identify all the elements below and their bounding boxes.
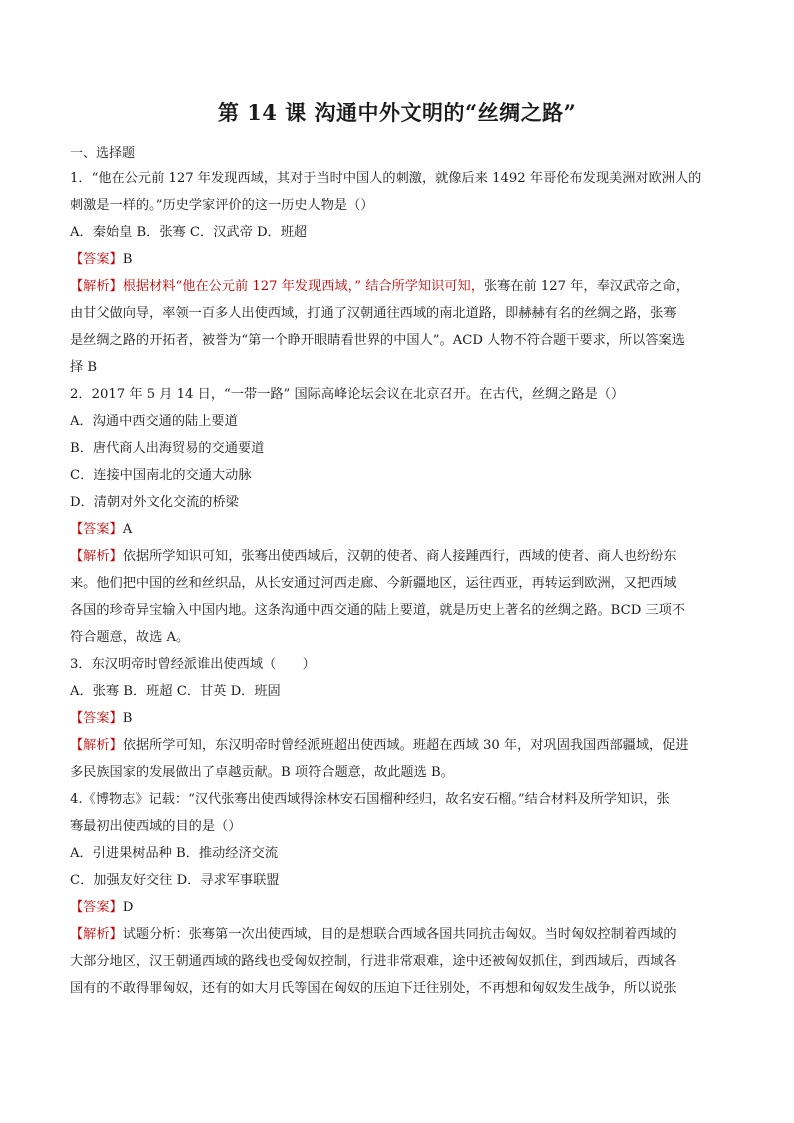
analysis-text: 根据材料“他在公元前 127 年发现西域，” 结合所学知识可知， <box>122 279 484 294</box>
section-heading: 一、选择题 <box>70 146 136 161</box>
answer-label: 【答案】 <box>70 711 123 726</box>
analysis-label: 【解析】 <box>70 738 123 753</box>
analysis-text: 择 B <box>70 360 98 375</box>
question-option: D．清朝对外文化交流的桥梁 <box>70 495 239 510</box>
analysis-label: 【解析】 <box>70 279 123 294</box>
question-options: A．秦始皇 B．张骞 C．汉武帝 D．班超 <box>70 225 308 240</box>
question-4 <box>70 786 730 1002</box>
answer-label: 【答案】 <box>70 252 123 267</box>
analysis-line <box>70 732 730 759</box>
answer-value: B <box>122 252 133 267</box>
question-stem: 3．东汉明帝时曾经派谁出使西域（ ） <box>70 657 316 672</box>
question-stem: 1．“他在公元前 127 年发现西域，其对于当时中国人的刺激，就像后来 1492 年哥伦布发现美洲对欧洲人的 <box>70 171 702 186</box>
analysis-text: 由甘父做向导，率领一百多人出使西域，打通了汉朝通往西域的南北道路，即赫赫有名的丝绸之路，张骞 <box>70 306 677 321</box>
analysis-text: 大部分地区，汉王朝通西域的路线也受匈奴控制，行进非常艰难，途中还被匈奴抓住，到西域后，西域各 <box>70 954 677 969</box>
question-option: A．沟通中西交通的陆上要道 <box>70 414 238 429</box>
analysis-label: 【解析】 <box>70 927 123 942</box>
analysis-line <box>70 273 730 300</box>
answer-line <box>70 705 730 732</box>
analysis-text: 是丝绸之路的开拓者，被誉为“第一个睁开眼睛看世界的中国人”。ACD 人物不符合题干要求，所以答案选 <box>70 333 685 348</box>
question-1 <box>70 165 730 381</box>
answer-label: 【答案】 <box>70 522 123 537</box>
question-options: A．引进果树品种 B．推动经济交流 <box>70 846 279 861</box>
analysis-text: 各国的珍奇异宝输入中国内地。这条沟通中西交通的陆上要道，就是历史上著名的丝绸之路。BCD 三项不 <box>70 603 686 618</box>
question-2 <box>70 381 730 651</box>
document-body <box>70 143 730 1002</box>
question-3 <box>70 651 730 786</box>
answer-line <box>70 246 730 273</box>
question-stem: 骞最初出使西域的目的是（） <box>70 819 242 834</box>
analysis-text: 来。他们把中国的丝和丝织品，从长安通过河西走廊、今新疆地区，运往西亚，再转运到欧洲，又把西域 <box>70 576 677 591</box>
analysis-text: 依据所学可知，东汉明帝时曾经派班超出使西域。班超在西域 30 年，对巩固我国西部疆域，促进 <box>122 738 689 753</box>
question-stem: 刺激是一样的。”历史学家评价的这一历史人物是（） <box>70 198 374 213</box>
analysis-line <box>70 921 730 948</box>
answer-label: 【答案】 <box>70 900 123 915</box>
analysis-text: 多民族国家的发展做出了卓越贡献。B 项符合题意，故此题选 B。 <box>70 765 454 780</box>
analysis-text: 国有的不敢得罪匈奴，还有的如大月氏等国在匈奴的压迫下迁往别处，不再想和匈奴发生战争，所以说张 <box>70 981 677 996</box>
question-option: B．唐代商人出海贸易的交通要道 <box>70 441 265 456</box>
question-options: C．加强友好交往 D．寻求军事联盟 <box>70 873 280 888</box>
analysis-line <box>70 543 730 570</box>
question-stem: 2．2017 年 5 月 14 日，“一带一路” 国际高峰论坛会议在北京召开。在古代，丝绸之路是（） <box>70 387 625 402</box>
analysis-text: 试题分析：张骞第一次出使西域，目的是想联合西域各国共同抗击匈奴。当时匈奴控制着西域的 <box>122 927 677 942</box>
answer-line <box>70 894 730 921</box>
answer-value: D <box>122 900 134 915</box>
page-title: 第 14 课 沟通中外文明的“丝绸之路” <box>217 100 577 125</box>
analysis-text: 依据所学知识可知，张骞出使西域后，汉朝的使者、商人接踵西行，西域的使者、商人也纷纷东 <box>122 549 677 564</box>
question-options: A．张骞 B．班超 C．甘英 D．班固 <box>70 684 281 699</box>
answer-value: A <box>122 522 133 537</box>
analysis-text: 符合题意，故选 A。 <box>70 630 190 645</box>
answer-line <box>70 516 730 543</box>
analysis-label: 【解析】 <box>70 549 123 564</box>
question-option: C．连接中国南北的交通大动脉 <box>70 468 252 483</box>
question-stem: 4.《博物志》记载：“汉代张骞出使西域得涂林安石国榴种经归，故名安石榴。”结合材料及所学知识，张 <box>70 792 670 807</box>
answer-value: B <box>122 711 133 726</box>
analysis-text: 张骞在前 127 年，奉汉武帝之命， <box>483 279 689 294</box>
